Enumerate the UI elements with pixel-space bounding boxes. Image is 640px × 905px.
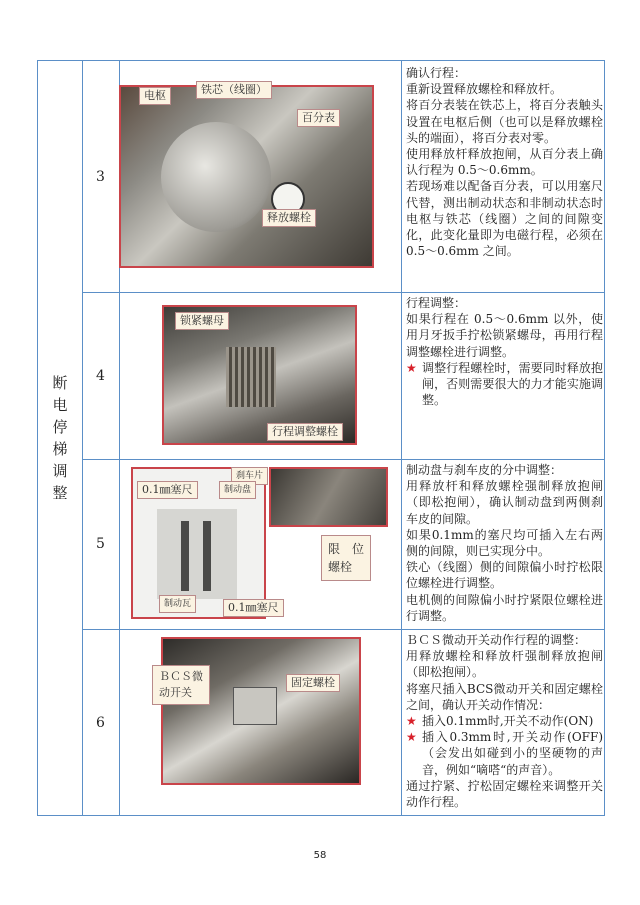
description-line: 如果0.1mm的塞尺均可插入左右两侧的间隙，则已实现分中。 <box>406 527 603 559</box>
bolt-photo <box>269 467 388 527</box>
description-line: 若现场难以配备百分表，可以用塞尺代替，测出制动状态和非制动状态时电枢与铁芯（线圈）之间的间隙变化，此变化量即为电磁行程，必须在 0.5～0.6mm 之间。 <box>406 179 603 259</box>
category-line: 停梯 <box>52 418 68 458</box>
description-line: 电机侧的间隙偏小时拧紧限位螺栓进行调整。 <box>406 592 603 623</box>
photo-label: 电枢 <box>139 87 171 105</box>
description-line: 将百分表装在铁芯上，将百分表触头设置在电枢后侧（也可以是释放螺栓头的端面），将百分表对零。 <box>406 98 603 145</box>
star-icon: ★ <box>406 730 417 745</box>
photo-label: 释放螺栓 <box>262 209 316 227</box>
category-cell <box>38 61 82 815</box>
star-note-text: 插入0.3mm时,开关动作(OFF)（会发出如碰到小的坚硬物的声音，例如“嘀嗒“的声音）。 <box>422 730 603 777</box>
description-line: 铁心（线圈）侧的间隙偏小时拧松限位螺栓进行调整。 <box>406 560 603 591</box>
photo-label: 0.1㎜塞尺 <box>223 599 284 617</box>
brake-spring-shape <box>226 347 276 407</box>
star-note <box>406 713 603 729</box>
description-line: 通过拧紧、拧松固定螺栓来调整开关动作行程。 <box>406 778 603 810</box>
step-number: 3 <box>96 168 105 185</box>
photo-label-line: 限 位 <box>328 542 365 556</box>
description-line: ＢＣＳ微动开关动作行程的调整： <box>406 633 587 647</box>
description-line: 制动盘与刹车皮的分中调整： <box>406 463 563 477</box>
star-note-text: 插入0.1mm时,开关不动作(ON) <box>422 714 594 729</box>
brake-pad-shape <box>181 521 189 591</box>
step-description <box>406 295 603 408</box>
step-number: 5 <box>96 536 105 552</box>
step-number: 6 <box>96 715 105 731</box>
photo-label-line: 动开关 <box>159 686 192 699</box>
category-line: 断电 <box>52 374 68 414</box>
photo-label: 百分表 <box>297 109 340 127</box>
photo-label-line: ＢＣＳ微 <box>159 670 203 683</box>
category-label <box>51 372 69 504</box>
photo-label-line: 螺栓 <box>328 560 353 574</box>
step-description <box>406 65 603 259</box>
star-note-text: 调整行程螺栓时，需要同时释放抱闸，否则需要很大的力才能实施调整。 <box>422 360 603 408</box>
star-note <box>406 729 603 778</box>
description-line: 重新设置释放螺栓和释放杆。 <box>406 82 563 97</box>
description-line: 确认行程： <box>406 66 467 80</box>
description-line: 行程调整： <box>406 296 467 310</box>
description-line: 使用释放杆释放抱闸，从百分表上确认行程为 0.5～0.6mm。 <box>406 147 603 178</box>
photo-label: 固定螺栓 <box>286 674 340 692</box>
photo-label: 0.1㎜塞尺 <box>137 481 198 499</box>
brake-drum-shape <box>161 122 271 232</box>
step-image-cell <box>119 61 402 292</box>
disc-shape <box>157 509 237 599</box>
photo-label: 制动盘 <box>219 481 256 499</box>
micro-switch-shape <box>233 687 277 725</box>
step-image-cell <box>119 292 402 459</box>
limit-bolt-label <box>321 535 371 581</box>
description-line: 用释放杆和释放螺栓强制释放抱闸（即松抱闸），确认制动盘到两侧刹车皮的间隙。 <box>406 479 603 526</box>
step-number: 4 <box>96 367 105 384</box>
bcs-switch-label <box>152 665 210 705</box>
star-icon: ★ <box>406 714 417 729</box>
page-number: 58 <box>313 850 327 861</box>
step-description <box>406 632 603 810</box>
description-line: 如果行程在 0.5～0.6mm 以外，使用月牙扳手拧松锁紧螺母，再用行程调整螺栓进行调整。 <box>406 312 603 359</box>
photo-label: 行程调整螺栓 <box>267 423 343 441</box>
switch-photo <box>161 637 361 785</box>
procedure-table <box>37 60 605 816</box>
photo-label: 铁芯（线圈） <box>196 81 272 99</box>
brake-pad-shape <box>203 521 211 591</box>
step-description <box>406 462 603 624</box>
description-line: 将塞尺插入BCS微动开关和固定螺栓之间，确认开关动作情况： <box>406 681 603 712</box>
step-image-cell <box>119 629 402 817</box>
photo-label: 刹车片 <box>231 467 268 485</box>
photo-label: 锁紧螺母 <box>175 312 229 330</box>
star-icon: ★ <box>406 360 417 375</box>
photo-label: 制动瓦 <box>159 595 196 613</box>
category-line: 调整 <box>52 462 68 502</box>
star-note <box>406 360 603 409</box>
description-line: 用释放螺栓和释放杆强制释放抱闸（即松抱闸）。 <box>406 649 603 680</box>
step-image-cell <box>119 459 402 629</box>
